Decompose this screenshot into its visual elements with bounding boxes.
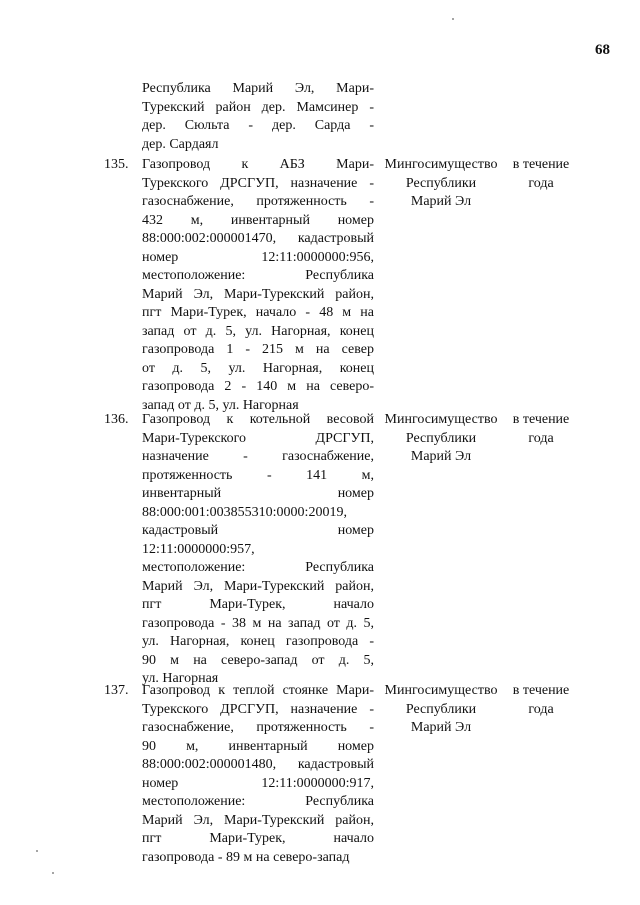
row-number: 135.	[104, 157, 129, 172]
description-line: Газопровод к теплой стоянке Мари-	[142, 683, 374, 698]
organization-line: Марий Эл	[410, 194, 472, 209]
description-line: номер 12:11:0000000:917,	[142, 775, 374, 791]
description-line: Марий Эл, Мари-Турекский район,	[142, 812, 374, 828]
description-line: местоположение: Республика	[142, 794, 374, 809]
description-line: пгт Мари-Турек, начало	[142, 831, 374, 846]
responsible-organization	[378, 682, 504, 738]
description-line: Турекского ДРСГУП, назначение -	[142, 175, 374, 191]
scan-speck	[52, 872, 54, 874]
description-line: Турекский район дер. Мамсинер -	[142, 99, 374, 115]
description-line: дер. Сюльта - дер. Сарда -	[142, 118, 374, 133]
description-line: протяженность - 141 м,	[142, 467, 374, 483]
description-line: пгт Мари-Турек, начало - 48 м на	[142, 305, 374, 320]
organization-line: Марий Эл	[410, 720, 472, 735]
description-line: ул. Нагорная, конец газопровода -	[142, 634, 374, 649]
organization-line: Мингосимущество	[384, 683, 498, 698]
organization-line: Мингосимущество	[384, 157, 498, 172]
description-line: газопровода - 89 м на северо-запад	[142, 849, 350, 865]
description-line: ул. Нагорная	[142, 671, 219, 686]
responsible-organization	[378, 411, 504, 467]
description-line: Марий Эл, Мари-Турекский район,	[142, 578, 374, 594]
description-line: 432 м, инвентарный номер	[142, 212, 374, 228]
description-line: 88:000:001:003855310:0000:20019,	[142, 504, 347, 520]
organization-line: Республики	[405, 701, 477, 717]
description-line: номер 12:11:0000000:956,	[142, 249, 374, 265]
description-line: инвентарный номер	[142, 486, 374, 501]
description-line: местоположение: Республика	[142, 268, 374, 283]
description-line: Мари-Турекского ДРСГУП,	[142, 430, 374, 446]
deadline-line: года	[528, 430, 554, 446]
row-number: 136.	[104, 412, 129, 427]
organization-line: Республики	[405, 430, 477, 446]
object-description	[142, 411, 374, 689]
description-line: Марий Эл, Мари-Турекский район,	[142, 286, 374, 302]
responsible-organization	[378, 156, 504, 212]
description-line: 12:11:0000000:957,	[142, 541, 255, 557]
deadline-line: в течение	[512, 683, 570, 698]
continued-description	[142, 80, 374, 154]
description-line: 90 м на северо-запад от д. 5,	[142, 652, 374, 668]
deadline	[506, 682, 576, 719]
deadline-line: в течение	[512, 412, 570, 427]
description-line: Республика Марий Эл, Мари-	[142, 81, 374, 96]
deadline-line: года	[528, 701, 554, 717]
description-line: запад от д. 5, ул. Нагорная	[142, 397, 299, 413]
page-number: 68	[595, 42, 610, 58]
object-description	[142, 156, 374, 415]
organization-line: Мингосимущество	[384, 412, 498, 427]
object-description	[142, 682, 374, 867]
description-line: 88:000:002:000001470, кадастровый	[142, 231, 374, 246]
deadline	[506, 156, 576, 193]
description-line: Турекского ДРСГУП, назначение -	[142, 701, 374, 717]
deadline	[506, 411, 576, 448]
description-line: газоснабжение, протяженность -	[142, 720, 374, 735]
description-line: газоснабжение, протяженность -	[142, 194, 374, 209]
description-line: дер. Сардаял	[142, 136, 219, 152]
description-line: 88:000:002:000001480, кадастровый	[142, 757, 374, 772]
description-line: газопровода 2 - 140 м на северо-	[142, 379, 374, 394]
description-line: Газопровод к котельной весовой	[142, 412, 374, 427]
scan-speck	[452, 18, 454, 20]
description-line: назначение - газоснабжение,	[142, 449, 374, 464]
row-number: 137.	[104, 683, 129, 698]
scan-speck	[36, 850, 38, 852]
description-line: газопровода - 38 м на запад от д. 5,	[142, 615, 374, 631]
description-line: кадастровый номер	[142, 523, 374, 538]
description-line: от д. 5, ул. Нагорная, конец	[142, 360, 374, 376]
description-line: Газопровод к АБЗ Мари-	[142, 157, 374, 172]
description-line: газопровода 1 - 215 м на север	[142, 342, 374, 357]
description-line: 90 м, инвентарный номер	[142, 738, 374, 754]
deadline-line: года	[528, 175, 554, 191]
deadline-line: в течение	[512, 157, 570, 172]
description-line: пгт Мари-Турек, начало	[142, 597, 374, 612]
description-line: запад от д. 5, ул. Нагорная, конец	[142, 323, 374, 339]
organization-line: Марий Эл	[410, 449, 472, 464]
organization-line: Республики	[405, 175, 477, 191]
description-line: местоположение: Республика	[142, 560, 374, 575]
